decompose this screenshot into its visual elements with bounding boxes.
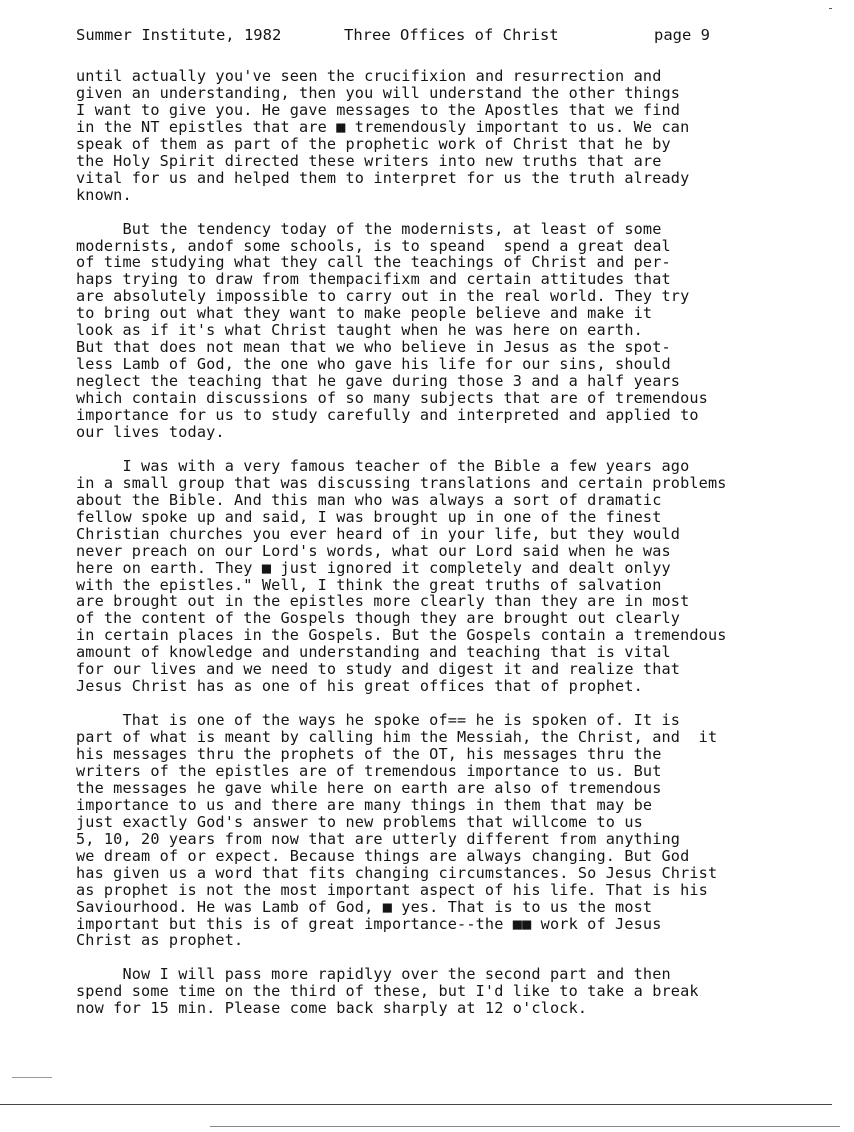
text-line: Saviourhood. He was Lamb of God, ■ yes. That is to us the most — [76, 897, 653, 916]
text-line: important but this is of great importance--the ■■ work of Jesus — [76, 914, 662, 933]
text-line: which contain discussions of so many subjects that are of tremendous — [76, 389, 708, 408]
text-line: our lives today. — [76, 422, 225, 441]
text-line: spend some time on the third of these, but I'd like to take a break — [76, 982, 699, 1001]
text-line: Now I will pass more rapidlyy over the second part and then — [76, 965, 671, 984]
header-title: Three Offices of Christ — [344, 26, 559, 44]
text-line: just exactly God's answer to new problems that willcome to us — [76, 812, 643, 831]
text-line: haps trying to draw from thempacifixm and certain attitudes that — [76, 270, 671, 289]
text-line: with the epistles." Well, I think the great truths of salvation — [76, 575, 662, 594]
text-line: to bring out what they want to make people believe and make it — [76, 304, 653, 323]
text-line: That is one of the ways he spoke of== he is spoken of. It is — [76, 711, 681, 730]
text-line: speak of them as part of the prophetic work of Christ that he by — [76, 134, 671, 153]
text-line: the Holy Spirit directed these writers into new truths that are — [76, 151, 662, 170]
margin-mark — [12, 1077, 52, 1078]
text-line: we dream of or expect. Because things are always changing. But God — [76, 846, 690, 865]
text-line: But that does not mean that we who believe in Jesus as the spot- — [76, 338, 671, 357]
text-line: of time studying what they call the teachings of Christ and per- — [76, 253, 671, 272]
text-line: of the content of the Gospels though they are brought out clearly — [76, 609, 681, 628]
text-line: in the NT epistles that are ■ tremendously important to us. We can — [76, 117, 690, 136]
text-line: amount of knowledge and understanding and teaching that is vital — [76, 643, 671, 662]
text-line: until actually you've seen the crucifixion and resurrection and — [76, 67, 662, 85]
bottom-rule — [0, 1104, 832, 1105]
text-line: known. — [76, 185, 132, 204]
text-line: the messages he gave while here on earth are also of tremendous — [76, 778, 662, 797]
header-page-number: page 9 — [654, 26, 710, 44]
text-line: are absolutely impossible to carry out in the real world. They try — [76, 287, 690, 306]
text-line: given an understanding, then you will understand the other things — [76, 83, 681, 102]
text-line: part of what is meant by calling him the Messiah, the Christ, and it — [76, 728, 718, 747]
page-header — [76, 26, 776, 48]
text-line: writers of the epistles are of tremendous importance to us. But — [76, 761, 662, 780]
text-line: his messages thru the prophets of the OT, his messages thru the — [76, 745, 662, 763]
text-line: in a small group that was discussing translations and certain problems — [76, 473, 727, 492]
bottom-rule-faint — [210, 1126, 840, 1127]
text-line: Christian churches you ever heard of in your life, but they would — [76, 524, 681, 543]
text-line: never preach on our Lord's words, what our Lord said when he was — [76, 541, 671, 560]
text-line: But the tendency today of the modernists, at least of some — [76, 219, 662, 238]
text-line: modernists, andof some schools, is to speand spend a great deal — [76, 236, 671, 255]
text-line: here on earth. They ■ just ignored it completely and dealt onlyy — [76, 558, 671, 577]
text-line: for our lives and we need to study and digest it and realize that — [76, 660, 681, 679]
text-line: neglect the teaching that he gave during those 3 and a half years — [76, 372, 681, 391]
text-line: vital for us and helped them to interpret for us the truth already — [76, 168, 690, 187]
text-line: about the Bible. And this man who was always a sort of dramatic — [76, 490, 662, 509]
text-line: importance for us to study carefully and interpreted and applied to — [76, 406, 699, 424]
text-line: importance to us and there are many things in them that may be — [76, 795, 653, 814]
text-line: has given us a word that fits changing circumstances. So Jesus Christ — [76, 863, 718, 882]
text-line: fellow spoke up and said, I was brought up in one of the finest — [76, 507, 662, 526]
text-line: as prophet is not the most important aspect of his life. That is his — [76, 880, 708, 899]
text-line: I was with a very famous teacher of the Bible a few years ago — [76, 456, 690, 475]
text-line: look as if it's what Christ taught when he was here on earth. — [76, 321, 643, 340]
text-line: less Lamb of God, the one who gave his life for our sins, should — [76, 355, 671, 374]
text-line: I want to give you. He gave messages to the Apostles that we find — [76, 100, 681, 119]
text-line: now for 15 min. Please come back sharply at 12 o'clock. — [76, 999, 588, 1018]
header-institute: Summer Institute, 1982 — [76, 26, 282, 44]
margin-mark — [829, 8, 832, 9]
text-line: Jesus Christ has as one of his great offices that of prophet. — [76, 677, 643, 696]
text-line: in certain places in the Gospels. But the Gospels contain a tremendous — [76, 626, 727, 645]
text-line: 5, 10, 20 years from now that are utterly different from anything — [76, 829, 681, 848]
text-line: Christ as prophet. — [76, 931, 244, 950]
text-line: are brought out in the epistles more clearly than they are in most — [76, 592, 690, 611]
document-body — [76, 68, 816, 1028]
